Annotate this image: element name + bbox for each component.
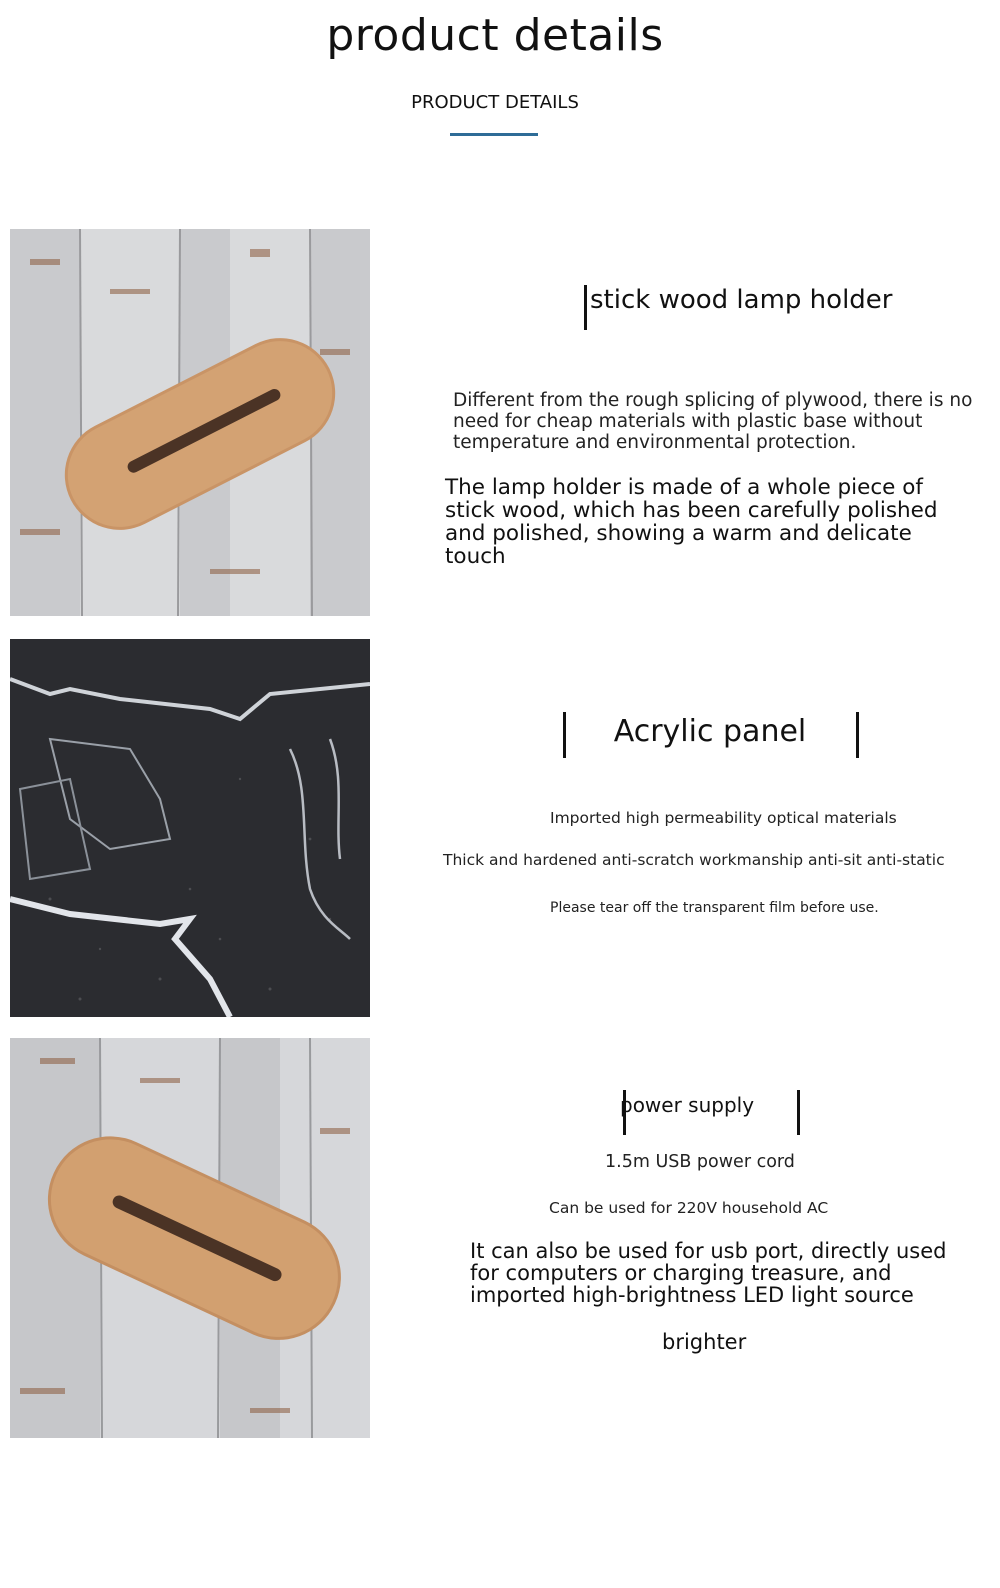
section-text: The lamp holder is made of a whole piece of stick wood, which has been carefully polished and polished, showing a warm and delicate touch [445,475,938,569]
section-text: It can also be used for usb port, directly used for computers or charging treasure, and imported high-brightness LED light source [470,1239,947,1307]
heading-bar-left [584,285,587,330]
heading-bar-right [797,1090,800,1135]
title-underline [450,133,538,136]
acrylic-panel-photo [10,639,370,1017]
page-subtitle: PRODUCT DETAILS [411,92,579,113]
section-text: Please tear off the transparent film before use. [550,900,879,916]
section-text: 1.5m USB power cord [605,1152,795,1172]
wood-base-photo-2 [10,1038,370,1438]
section-text: Different from the rough splicing of plywood, there is no need for cheap materials with plastic base without temperature and environmental protection. [453,390,973,453]
wood-base-photo [10,229,370,616]
page-title: product details [326,10,664,61]
section-heading-wood: stick wood lamp holder [590,285,893,315]
section-heading-power: power supply [620,1093,755,1117]
section-heading-acrylic: Acrylic panel [613,714,807,749]
section-text: Imported high permeability optical materials [550,809,897,827]
section-text: Thick and hardened anti-scratch workmanship anti-sit anti-static [443,851,945,869]
section-text: brighter [662,1330,747,1354]
section-text: Can be used for 220V household AC [549,1199,829,1217]
heading-bar-right [856,712,859,758]
